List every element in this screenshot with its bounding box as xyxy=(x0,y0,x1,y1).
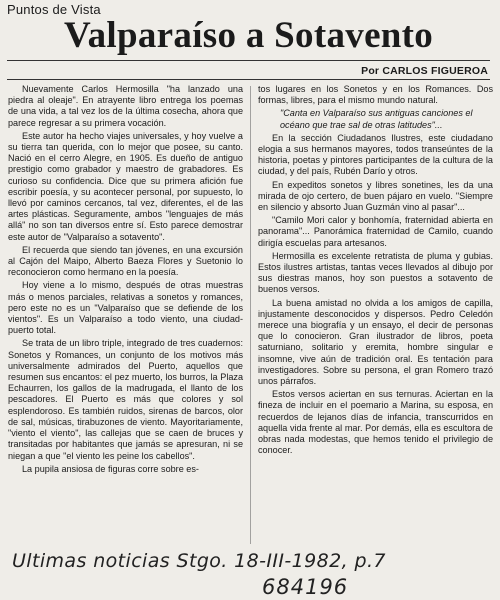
byline: Por CARLOS FIGUEROA xyxy=(361,65,488,77)
paragraph: tos lugares en los Sonetos y en los Romances. Dos formas, libres, para el mismo mundo natural. xyxy=(258,84,493,106)
paragraph: El recuerda que siendo tan jóvenes, en una excursión al Cajón del Maipo, Alberto Baeza Flores y Suetonio lo reconocieron como hermano en la poesía. xyxy=(8,244,243,278)
title-rule xyxy=(7,60,490,61)
section-label: Puntos de Vista xyxy=(7,2,101,17)
paragraph: Este autor ha hecho viajes universales, y hoy vuelve a su tierra tan querida, con lo mejor que posee, su canto. Nació en el cerro Alegre, en 1905. Es dueño de antiguo prestigio como grabador y maestro de grabadores. Es curioso su confidencia. Dice que su primera afición fue escribir poesía, y su acontecer personal, por supuesto, lo llevó por caminos cercanos, tal vez, diferentes, el de las artes plásticas. Seguramente, ambos "lenguajes de más allá" no son tan diversos entre sí. Esto parece demostrar este autor de "Valparaíso a sotavento". xyxy=(8,130,243,242)
handwritten-archive-number: 684196 xyxy=(262,575,349,599)
verse-quote: "Canta en Valparaíso sus antiguas canciones el océano que trae sal de otras latitudes"... xyxy=(280,108,473,130)
paragraph: En la sección Ciudadanos Ilustres, este ciudadano elogia a sus hermanos mayores, todos transeúntes de la historia, poetas y pintores participantes de la cultura de la ciudad, y del país, Rubén Darío y otros. xyxy=(258,132,493,177)
article-title: Valparaíso a Sotavento xyxy=(64,15,434,56)
paragraph: Hoy viene a lo mismo, después de otras muestras más o menos parciales, relativas a sonetos y romances, pero este no es un "Valparaíso que se defiende de los vientos". Es un Valparaíso a todo viento, una ciudad-puerto total. xyxy=(8,280,243,336)
byline-rule xyxy=(7,79,490,80)
left-column xyxy=(8,84,243,477)
paragraph: Nuevamente Carlos Hermosilla "ha lanzado una piedra al oleaje". En atrayente libro entrega los poemas de una vida, a tal vez los de la última cosecha, ahora que parece regresar a su primera vocación. xyxy=(8,84,243,128)
paragraph: "Camilo Mori calor y bonhomía, fraternidad abierta en panorama"... Panorámica fraternidad de Camilo, cuando dirigía escuelas para artesanos. xyxy=(258,215,493,248)
paragraph: Se trata de un libro triple, integrado de tres cuadernos: Sonetos y Romances, un conjunto de los motivos más universalmente admirados del Puerto, aquellos que resumen sus encantos: el pez muerto, los burros, la Plaza Echaurren, los gallos de la madrugada, el llanto de los pescadores. El Puerto es más que colores y sol esplendoroso. Es también ruidos, sirenas de barcos, olor de sal, músicas, tirabuzones de viento. Mayoritariamente, "viento el viento", las callejas que se caen de bruces y transitadas por habitantes que jamás se apresuran, ni se niegan a que "el viento les peine los cabellos". xyxy=(8,338,243,461)
paragraph: Hermosilla es excelente retratista de pluma y gubias. Estos ilustres artistas, tantas veces llevados al dibujo por sus diestras manos, hoy son puestos a sotavento de buenos versos. xyxy=(258,250,493,295)
paragraph: Estos versos aciertan en sus ternuras. Aciertan en la fineza de incluir en el poemario a Marina, su esposa, en recuerdos de lejanos días de infancia, transcurridos en aquella vida frente al mar. Por demás, ella es escultora de obras nada modestas, que hemos tenido el privilegio de conocer. xyxy=(258,389,493,456)
column-divider xyxy=(250,86,251,544)
right-column xyxy=(258,84,493,459)
handwritten-source-note: Ultimas noticias Stgo. 18-III-1982, p.7 xyxy=(12,550,386,572)
paragraph: La pupila ansiosa de figuras corre sobre es- xyxy=(22,463,199,474)
paragraph: La buena amistad no olvida a los amigos de capilla, injustamente desconocidos y dispersos. Pedro Celedón merece una biografía y un ensayo, el decir de personas que lo conocieron. Gran ilustrador de libros, poeta saturniano, solitario y eremita, hombre singular e insomne, vive aún de tradición oral. Es tentación para investigadores. Sobre su persona, el gran Romero trazó unos párrafos. xyxy=(258,297,493,387)
paragraph: En expeditos sonetos y libres sonetines, les da una mirada de ojo certero, de buen pájaro en vuelo. "Siempre en silencio y absorto Juan Guzmán vino al pasar"... xyxy=(258,179,493,213)
